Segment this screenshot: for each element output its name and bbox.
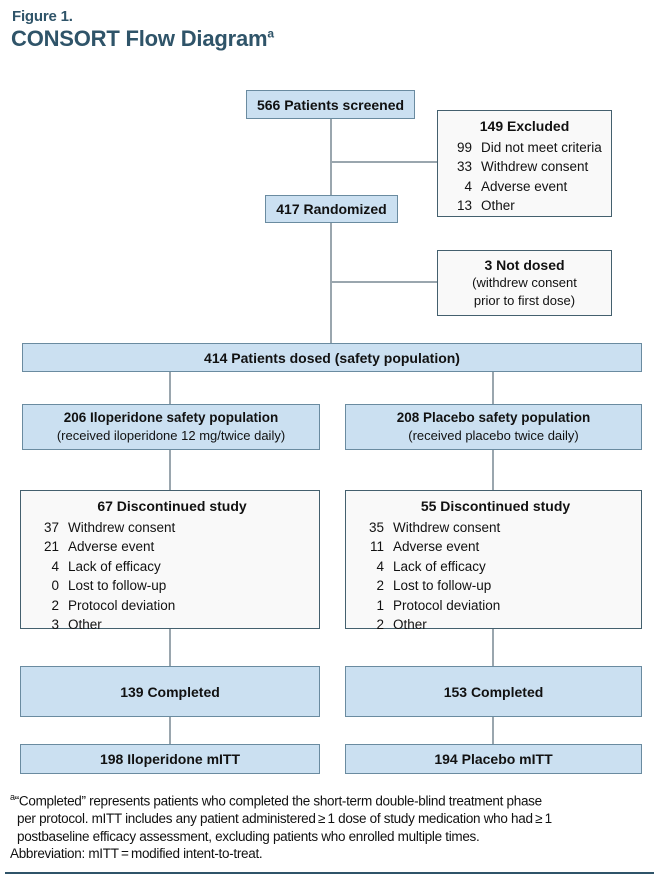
discontinued-item-count: 2 <box>376 578 384 594</box>
box-not-dosed <box>437 250 612 316</box>
connector-randomized-to-dosed <box>330 223 332 343</box>
discontinued-item-row <box>33 557 311 576</box>
discontinued-item-label: Lost to follow-up <box>393 578 492 594</box>
box-placebo-discontinued <box>345 490 642 633</box>
discontinued-item-count: 1 <box>376 597 384 613</box>
discontinued-item-row <box>358 537 633 556</box>
connector-pbo-completed-to-mitt <box>492 717 494 744</box>
connector-ilo-completed-to-mitt <box>169 717 171 744</box>
footnote-line: postbaseline efficacy assessment, excluding patients who enrolled multiple times. <box>17 828 480 844</box>
connector-dosed-to-ilo-safety <box>169 372 171 404</box>
iloperidone-safety-note: (received iloperidone 12 mg/twice daily) <box>56 428 286 443</box>
figure-title-superscript: a <box>267 26 274 41</box>
connector-pbo-safety-to-disc <box>492 450 494 490</box>
discontinued-item-row <box>358 518 633 537</box>
excluded-item-label: Other <box>481 198 515 214</box>
discontinued-item-row <box>33 518 311 537</box>
excluded-item-row <box>446 196 603 215</box>
discontinued-item-label: Withdrew consent <box>393 520 501 535</box>
footnote-abbreviation: Abbreviation: mITT = modified intent-to-treat. <box>10 846 263 861</box>
excluded-item-count: 4 <box>464 178 472 194</box>
box-iloperidone-safety <box>22 404 320 450</box>
discontinued-item-label: Other <box>68 617 102 633</box>
discontinued-item-count: 2 <box>376 617 384 633</box>
not-dosed-title: 3 Not dosed <box>484 257 565 273</box>
discontinued-item-count: 2 <box>51 597 59 613</box>
connector-dosed-to-pbo-safety <box>492 372 494 404</box>
box-patients-dosed: 414 Patients dosed (safety population) <box>22 343 642 372</box>
discontinued-item-count: 35 <box>368 520 384 535</box>
box-patients-screened: 566 Patients screened <box>246 90 415 119</box>
placebo-safety-title: 208 Placebo safety population <box>396 410 591 425</box>
figure-title <box>11 26 274 52</box>
discontinued-item-count: 21 <box>43 539 59 555</box>
excluded-item-row <box>446 157 603 176</box>
discontinued-item-row <box>33 576 311 595</box>
discontinued-item-row <box>33 615 311 634</box>
excluded-item-count: 99 <box>456 140 472 155</box>
excluded-item-label: Did not meet criteria <box>481 140 602 155</box>
not-dosed-note-line1: (withdrew consent <box>472 275 577 290</box>
box-placebo-completed: 153 Completed <box>345 666 642 717</box>
discontinued-item-label: Lack of efficacy <box>68 558 161 574</box>
connector-branch-not-dosed <box>331 281 437 283</box>
discontinued-item-row <box>358 557 633 576</box>
box-placebo-mitt: 194 Placebo mITT <box>345 744 642 774</box>
discontinued-item-row <box>33 537 311 556</box>
discontinued-item-label: Lack of efficacy <box>393 558 486 574</box>
box-placebo-safety <box>345 404 642 450</box>
excluded-item-row <box>446 138 603 157</box>
excluded-item-label: Withdrew consent <box>481 159 589 175</box>
iloperidone-safety-title: 206 Iloperidone safety population <box>63 410 279 425</box>
box-iloperidone-discontinued <box>20 490 320 633</box>
excluded-item-row <box>446 177 603 196</box>
box-iloperidone-mitt: 198 Iloperidone mITT <box>20 744 320 774</box>
discontinued-item-label: Other <box>393 617 427 633</box>
excluded-item-count: 13 <box>456 198 472 214</box>
box-excluded <box>437 110 612 217</box>
excluded-item-label: Adverse event <box>481 178 568 194</box>
connector-pbo-disc-to-completed <box>492 629 494 666</box>
box-randomized: 417 Randomized <box>265 195 398 223</box>
discontinued-item-label: Lost to follow-up <box>68 578 167 594</box>
discontinued-item-label: Protocol deviation <box>393 597 501 613</box>
discontinued-item-row <box>33 596 311 615</box>
excluded-title: 149 Excluded <box>479 118 570 134</box>
figure-footnote <box>10 789 655 863</box>
discontinued-item-count: 4 <box>51 558 59 574</box>
discontinued-item-label: Adverse event <box>393 539 480 555</box>
connector-ilo-disc-to-completed <box>169 629 171 666</box>
footnote-superscript: a <box>10 792 15 802</box>
discontinued-item-count: 11 <box>369 539 384 555</box>
placebo-discontinued-title: 55 Discontinued study <box>420 498 571 514</box>
discontinued-item-label: Protocol deviation <box>68 597 176 613</box>
figure-title-text: CONSORT Flow Diagram <box>11 26 268 51</box>
discontinued-item-count: 0 <box>51 578 59 594</box>
discontinued-item-label: Withdrew consent <box>68 520 176 535</box>
discontinued-item-row <box>358 576 633 595</box>
placebo-safety-note: (received placebo twice daily) <box>408 428 579 443</box>
not-dosed-note-line2: prior to first dose) <box>473 293 576 308</box>
connector-branch-excluded <box>331 161 437 163</box>
connector-screened-to-randomized <box>330 119 332 195</box>
box-iloperidone-completed: 139 Completed <box>20 666 320 717</box>
excluded-item-count: 33 <box>456 159 472 175</box>
connector-ilo-safety-to-disc <box>169 450 171 490</box>
discontinued-item-row <box>358 615 633 634</box>
discontinued-item-row <box>358 596 633 615</box>
footnote-line: $^a$“Completed” represents patients who completed the short-term double-blind treatment phase <box>10 792 542 809</box>
footnote-line: per protocol. mITT includes any patient administered ≥ 1 dose of study medication who had ≥ 1 <box>17 811 552 826</box>
discontinued-item-count: 4 <box>376 558 384 574</box>
discontinued-item-count: 3 <box>51 617 59 633</box>
figure-label: Figure 1. <box>12 8 73 25</box>
bottom-rule <box>5 872 654 874</box>
discontinued-item-label: Adverse event <box>68 539 155 555</box>
discontinued-item-count: 37 <box>43 520 59 535</box>
iloperidone-discontinued-title: 67 Discontinued study <box>97 498 247 514</box>
